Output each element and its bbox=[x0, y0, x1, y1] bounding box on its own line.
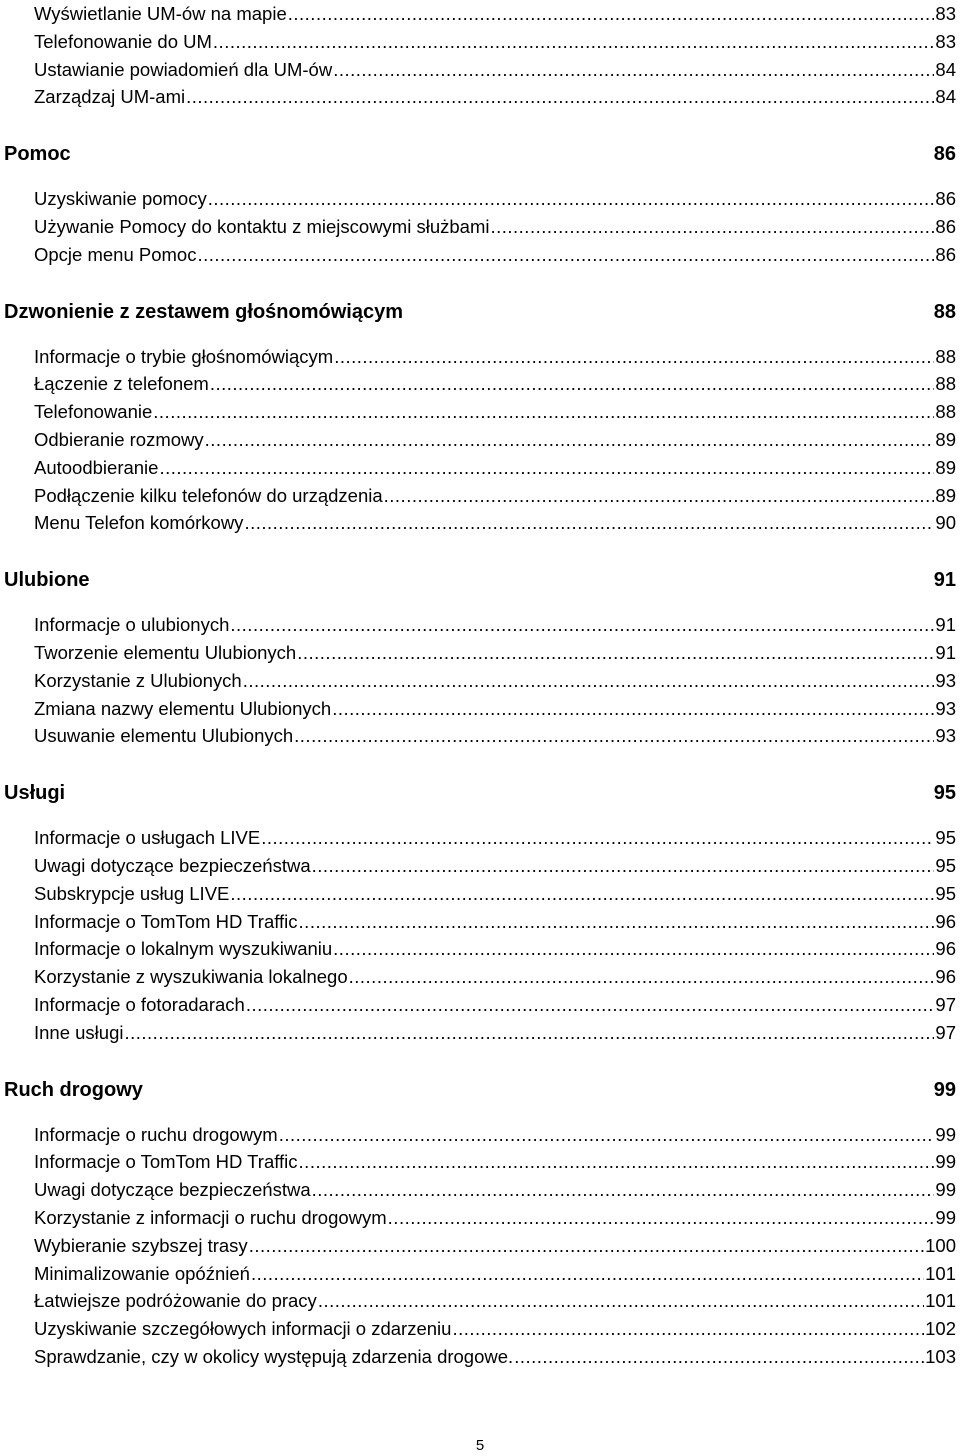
entry-page-number: 93 bbox=[935, 669, 956, 691]
entry-page-number: 95 bbox=[935, 882, 956, 904]
entry-title: Sprawdzanie, czy w okolicy występują zdarzenia drogowe. bbox=[34, 1346, 514, 1367]
entry-page-number: 101 bbox=[925, 1290, 956, 1312]
toc-entry[interactable] bbox=[34, 1260, 956, 1288]
toc-entry[interactable] bbox=[34, 880, 956, 908]
entry-title: Informacje o ulubionych bbox=[34, 614, 230, 636]
entry-title: Uwagi dotyczące bezpieczeństwa bbox=[34, 1179, 311, 1201]
dot-leader bbox=[452, 1315, 924, 1343]
entry-page-number: 96 bbox=[935, 966, 956, 988]
entry-title: Zmiana nazwy elementu Ulubionych bbox=[34, 697, 332, 719]
dot-leader bbox=[205, 426, 935, 454]
entry-title: Ustawianie powiadomień dla UM-ów bbox=[34, 58, 333, 80]
entry-title: Zarządzaj UM-ami bbox=[34, 86, 186, 108]
toc-entry[interactable] bbox=[34, 241, 956, 269]
entry-page-number: 96 bbox=[935, 938, 956, 960]
entry-page-number: 89 bbox=[935, 429, 956, 450]
entry-title: Korzystanie z Ulubionych bbox=[34, 669, 242, 691]
entry-page-number: 99 bbox=[935, 1123, 956, 1145]
entry-page-number: 102 bbox=[925, 1318, 956, 1340]
entry-page-number: 88 bbox=[935, 345, 956, 367]
entry-page-number: 93 bbox=[935, 697, 956, 719]
entry-title: Podłączenie kilku telefonów do urządzenia bbox=[34, 484, 383, 506]
entry-page-number: 91 bbox=[935, 642, 956, 663]
toc-entry[interactable] bbox=[34, 185, 956, 213]
section-title: Dzwonienie z zestawem głośnomówiącym bbox=[4, 300, 403, 323]
entry-page-number: 83 bbox=[935, 3, 956, 24]
dot-leader bbox=[197, 241, 934, 269]
entry-title: Informacje o TomTom HD Traffic bbox=[34, 910, 298, 932]
toc-entry[interactable] bbox=[34, 852, 956, 880]
toc-entry[interactable] bbox=[34, 963, 956, 991]
entry-page-number: 99 bbox=[935, 1151, 956, 1173]
entry-page-number: 100 bbox=[925, 1234, 956, 1256]
dot-leader bbox=[208, 185, 935, 213]
entry-page-number: 83 bbox=[935, 30, 956, 52]
section-page-number: 91 bbox=[933, 569, 956, 592]
section-page-number: 86 bbox=[933, 143, 956, 166]
entry-page-number: 84 bbox=[935, 86, 956, 108]
toc-entry[interactable] bbox=[34, 509, 956, 537]
toc-entry[interactable] bbox=[34, 28, 956, 56]
entry-title: Informacje o TomTom HD Traffic bbox=[34, 1151, 298, 1173]
entry-page-number: 97 bbox=[935, 994, 956, 1015]
toc-section-heading[interactable] bbox=[4, 297, 956, 327]
toc-entry[interactable] bbox=[34, 1315, 956, 1343]
entry-title: Minimalizowanie opóźnień bbox=[34, 1262, 250, 1284]
dot-leader bbox=[159, 454, 934, 482]
dot-leader bbox=[332, 695, 934, 723]
entry-page-number: 86 bbox=[935, 216, 956, 237]
entry-title: Menu Telefon komórkowy bbox=[34, 512, 244, 534]
dot-leader bbox=[213, 28, 935, 56]
entry-title: Informacje o ruchu drogowym bbox=[34, 1123, 278, 1145]
entry-title: Informacje o usługach LIVE bbox=[34, 827, 261, 849]
dot-leader bbox=[297, 639, 934, 667]
toc-entry[interactable] bbox=[34, 482, 956, 510]
dot-leader bbox=[186, 83, 934, 111]
dot-leader bbox=[333, 56, 934, 84]
toc-entry[interactable] bbox=[34, 0, 956, 28]
toc-entry[interactable] bbox=[34, 83, 956, 111]
dot-leader bbox=[349, 963, 935, 991]
entry-title: Wybieranie szybszej trasy bbox=[34, 1234, 248, 1256]
entry-title: Uwagi dotyczące bezpieczeństwa bbox=[34, 855, 311, 876]
dot-leader bbox=[249, 1232, 924, 1260]
dot-leader bbox=[251, 1260, 924, 1288]
dot-leader bbox=[243, 667, 935, 695]
toc-entry[interactable] bbox=[34, 908, 956, 936]
entry-title: Telefonowanie bbox=[34, 401, 153, 423]
section-title: Pomoc bbox=[4, 143, 71, 166]
entry-title: Inne usługi bbox=[34, 1021, 124, 1043]
toc-entry[interactable] bbox=[34, 1204, 956, 1232]
entry-title: Łatwiejsze podróżowanie do pracy bbox=[34, 1290, 317, 1312]
entry-page-number: 97 bbox=[935, 1021, 956, 1043]
dot-leader bbox=[514, 1343, 924, 1371]
entry-page-number: 88 bbox=[935, 401, 956, 423]
entry-page-number: 95 bbox=[935, 827, 956, 849]
toc-entry[interactable] bbox=[34, 1019, 956, 1047]
toc-entry[interactable] bbox=[34, 1121, 956, 1149]
toc-entry[interactable] bbox=[34, 935, 956, 963]
entry-page-number: 91 bbox=[935, 614, 956, 636]
toc-entry[interactable] bbox=[34, 370, 956, 398]
section-page-number: 88 bbox=[933, 300, 956, 323]
toc-entry[interactable] bbox=[34, 1343, 956, 1371]
toc-entry[interactable] bbox=[34, 213, 956, 241]
dot-leader bbox=[490, 213, 934, 241]
dot-leader bbox=[333, 935, 934, 963]
toc-section-heading[interactable] bbox=[4, 139, 956, 169]
entry-page-number: 99 bbox=[935, 1179, 956, 1201]
toc-entry[interactable] bbox=[34, 722, 956, 750]
entry-page-number: 95 bbox=[935, 855, 956, 876]
toc-section-heading[interactable] bbox=[4, 1075, 956, 1105]
entry-page-number: 88 bbox=[935, 373, 956, 395]
entry-page-number: 89 bbox=[935, 484, 956, 506]
entry-title: Korzystanie z wyszukiwania lokalnego bbox=[34, 966, 348, 988]
entry-title: Uzyskiwanie pomocy bbox=[34, 188, 207, 210]
dot-leader bbox=[124, 1019, 934, 1047]
toc-entry[interactable] bbox=[34, 667, 956, 695]
toc-entry[interactable] bbox=[34, 56, 956, 84]
dot-leader bbox=[261, 824, 934, 852]
toc-entry[interactable] bbox=[34, 639, 956, 667]
entry-page-number: 89 bbox=[935, 456, 956, 478]
toc-entry[interactable] bbox=[34, 991, 956, 1019]
entry-title: Tworzenie elementu Ulubionych bbox=[34, 642, 297, 663]
entry-title: Opcje menu Pomoc bbox=[34, 243, 197, 265]
toc-entry[interactable] bbox=[34, 343, 956, 371]
entry-title: Autoodbieranie bbox=[34, 456, 159, 478]
entry-title: Usuwanie elementu Ulubionych bbox=[34, 725, 294, 747]
dot-leader bbox=[230, 611, 934, 639]
section-page-number: 95 bbox=[933, 782, 956, 805]
toc-entry[interactable] bbox=[34, 1176, 956, 1204]
entry-page-number: 86 bbox=[935, 243, 956, 265]
section-title: Ulubione bbox=[4, 569, 90, 592]
toc-entry[interactable] bbox=[34, 1232, 956, 1260]
entry-title: Informacje o trybie głośnomówiącym bbox=[34, 345, 334, 367]
dot-leader bbox=[210, 370, 935, 398]
toc-entry[interactable] bbox=[34, 695, 956, 723]
entry-page-number: 101 bbox=[925, 1262, 956, 1284]
entry-page-number: 96 bbox=[935, 910, 956, 932]
toc-entry[interactable] bbox=[34, 1287, 956, 1315]
entry-page-number: 93 bbox=[935, 725, 956, 747]
dot-leader bbox=[294, 722, 934, 750]
dot-leader bbox=[246, 991, 935, 1019]
toc-entry[interactable] bbox=[34, 426, 956, 454]
dot-leader bbox=[312, 1176, 935, 1204]
toc-entry[interactable] bbox=[34, 1148, 956, 1176]
entry-page-number: 86 bbox=[935, 188, 956, 210]
entry-title: Odbieranie rozmowy bbox=[34, 429, 204, 450]
dot-leader bbox=[388, 1204, 935, 1232]
entry-title: Subskrypcje usług LIVE bbox=[34, 882, 230, 904]
dot-leader bbox=[384, 482, 935, 510]
section-title: Ruch drogowy bbox=[4, 1078, 143, 1101]
toc-entry[interactable] bbox=[34, 398, 956, 426]
dot-leader bbox=[334, 343, 934, 371]
toc-entry[interactable] bbox=[34, 611, 956, 639]
entry-title: Wyświetlanie UM-ów na mapie bbox=[34, 3, 287, 24]
section-title: Usługi bbox=[4, 782, 66, 805]
dot-leader bbox=[299, 908, 935, 936]
dot-leader bbox=[153, 398, 934, 426]
entry-title: Informacje o fotoradarach bbox=[34, 994, 245, 1015]
entry-page-number: 99 bbox=[935, 1207, 956, 1228]
entry-title: Używanie Pomocy do kontaktu z miejscowymi służbami bbox=[34, 216, 490, 237]
dot-leader bbox=[318, 1287, 924, 1315]
dot-leader bbox=[288, 0, 935, 28]
entry-title: Korzystanie z informacji o ruchu drogowym bbox=[34, 1207, 387, 1228]
section-page-number: 99 bbox=[933, 1078, 956, 1101]
entry-title: Uzyskiwanie szczegółowych informacji o zdarzeniu bbox=[34, 1318, 452, 1340]
entry-title: Łączenie z telefonem bbox=[34, 373, 209, 395]
toc-entry[interactable] bbox=[34, 454, 956, 482]
dot-leader bbox=[299, 1148, 935, 1176]
page-number: 5 bbox=[475, 1437, 485, 1454]
entry-page-number: 84 bbox=[935, 58, 956, 80]
toc-section-heading[interactable] bbox=[4, 778, 956, 808]
dot-leader bbox=[312, 852, 935, 880]
entry-page-number: 103 bbox=[925, 1346, 956, 1367]
dot-leader bbox=[230, 880, 934, 908]
toc-entry[interactable] bbox=[34, 824, 956, 852]
dot-leader bbox=[279, 1121, 935, 1149]
dot-leader bbox=[244, 509, 934, 537]
toc-section-heading[interactable] bbox=[4, 565, 956, 595]
entry-title: Informacje o lokalnym wyszukiwaniu bbox=[34, 938, 333, 960]
entry-title: Telefonowanie do UM bbox=[34, 30, 212, 52]
entry-page-number: 90 bbox=[935, 512, 956, 534]
